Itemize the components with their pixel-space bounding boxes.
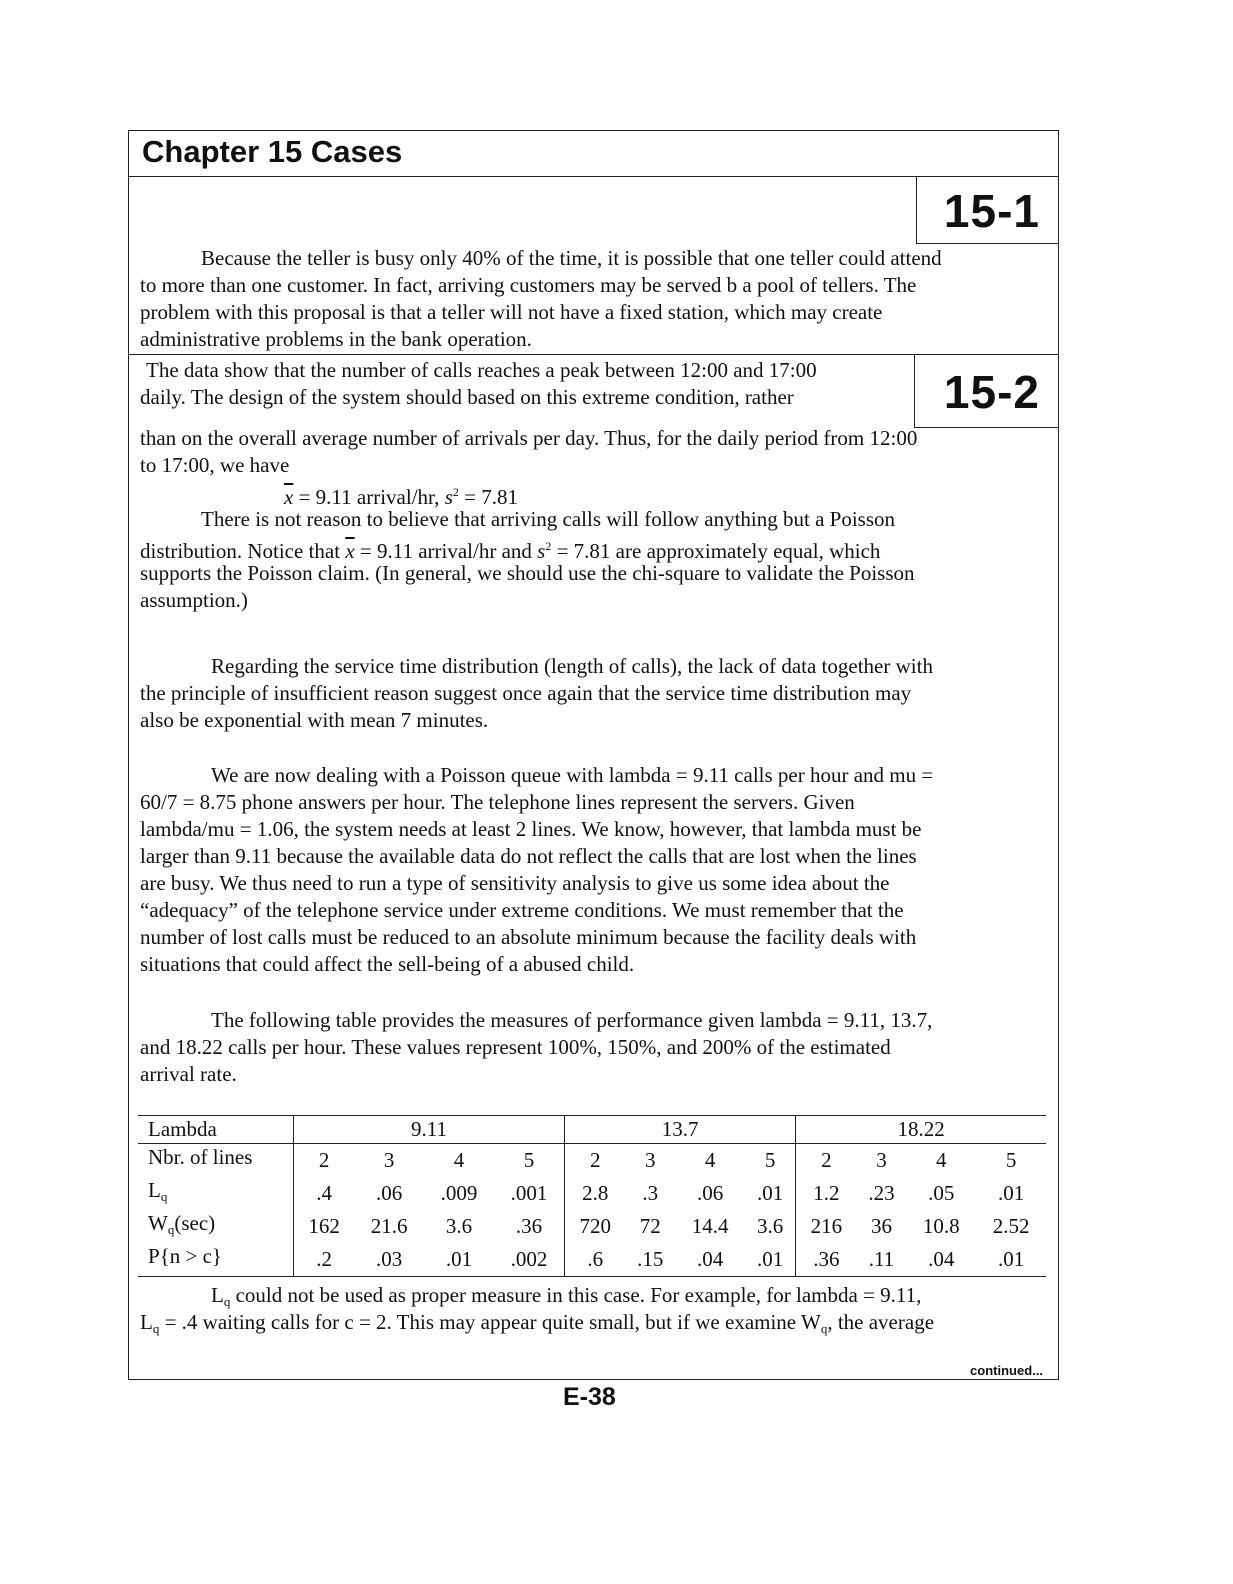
paragraph-service-time xyxy=(140,653,933,734)
formula xyxy=(140,479,917,509)
table-cell: 2.8 xyxy=(565,1177,626,1210)
table-cell: .01 xyxy=(756,1181,784,1205)
label-text: Nbr. of lines xyxy=(148,1145,253,1169)
table-header-row xyxy=(138,1116,1046,1144)
table-cell: .04 xyxy=(675,1243,745,1277)
subscript: q xyxy=(152,1321,160,1336)
table-row xyxy=(138,1144,1046,1178)
text-line xyxy=(140,1309,934,1336)
text: distribution. Notice that xyxy=(140,539,346,563)
x-bar: $\overline{x}$ xyxy=(284,485,294,509)
case-15-2-intro-cont xyxy=(140,425,917,614)
text-line xyxy=(140,1282,934,1309)
text-line: problem with this proposal is that a teller will not have a fixed station, which may create xyxy=(140,300,883,324)
table-cell: 5 xyxy=(1005,1148,1017,1172)
table-row xyxy=(138,1243,1046,1277)
formula-text: = 7.81 xyxy=(458,485,518,509)
table-cell: 10.8 xyxy=(922,1214,960,1238)
text-line: to 17:00, we have xyxy=(140,453,290,477)
table-cell: 72 xyxy=(639,1214,661,1238)
table-cell: .002 xyxy=(494,1243,565,1277)
text-line: daily. The design of the system should based on this extreme condition, rather xyxy=(140,385,794,409)
text-line: We are now dealing with a Poisson queue with lambda = 9.11 calls per hour and mu = xyxy=(211,763,934,787)
table-cell: .01 xyxy=(997,1181,1025,1205)
table-cell: .01 xyxy=(424,1243,494,1277)
text-line: supports the Poisson claim. (In general, we should use the chi-square to validate the Poisson xyxy=(140,561,915,585)
subscript: q xyxy=(167,1222,175,1237)
case-15-2-intro xyxy=(140,357,817,411)
table-cell: .001 xyxy=(510,1181,548,1205)
text-line: and 18.22 calls per hour. These values represent 100%, 150%, and 200% of the estimated xyxy=(140,1035,891,1059)
text-line: The data show that the number of calls reaches a peak between 12:00 and 17:00 xyxy=(146,358,817,382)
table-cell: .03 xyxy=(354,1243,424,1277)
paragraph-table-intro xyxy=(140,1007,932,1088)
table-cell: 5 xyxy=(764,1148,776,1172)
table-cell: .36 xyxy=(515,1214,543,1238)
paragraph-lq xyxy=(140,1282,934,1336)
text-line: to more than one customer. In fact, arriving customers may be served b a pool of tellers. The xyxy=(140,273,917,297)
s-var: s xyxy=(537,539,546,563)
table-cell: 4 xyxy=(936,1148,947,1172)
table-cell: .4 xyxy=(294,1177,355,1210)
text-line: The following table provides the measures of performance given lambda = 9.11, 13.7, xyxy=(211,1008,933,1032)
text-line: number of lost calls must be reduced to an absolute minimum because the facility deals with xyxy=(140,925,917,949)
text-line: assumption.) xyxy=(140,588,248,612)
table-cell: 2 xyxy=(796,1144,857,1178)
table-cell: 216 xyxy=(796,1210,857,1243)
table-cell: .15 xyxy=(625,1243,675,1277)
table-cell: .11 xyxy=(857,1243,907,1277)
table-cell: .01 xyxy=(745,1243,796,1277)
label-text: L xyxy=(148,1178,161,1202)
text: L xyxy=(211,1283,224,1307)
label-text: P{n > c} xyxy=(148,1244,223,1268)
table-cell: 4 xyxy=(453,1148,465,1172)
subscript: q xyxy=(160,1189,168,1204)
table-cell: .23 xyxy=(868,1181,895,1205)
text-line: arrival rate. xyxy=(140,1062,237,1086)
performance-table xyxy=(138,1115,1046,1277)
table-cell: .04 xyxy=(906,1243,976,1277)
continued-note: continued... xyxy=(970,1363,1043,1378)
table-cell: 36 xyxy=(870,1214,892,1238)
table-cell: 1.2 xyxy=(796,1177,857,1210)
subscript: q xyxy=(820,1321,828,1336)
superscript: 2 xyxy=(545,539,552,553)
case-label-15-1: 15-1 xyxy=(916,176,1059,244)
x-bar: $\overline{x}$ xyxy=(345,539,355,563)
text-line: Because the teller is busy only 40% of the time, it is possible that one teller could attend xyxy=(201,246,942,270)
text-line: lambda/mu = 1.06, the system needs at least 2 lines. We know, however, that lambda must be xyxy=(140,817,922,841)
text: L xyxy=(140,1310,153,1334)
table-cell: .2 xyxy=(294,1243,355,1277)
row-label xyxy=(138,1177,294,1210)
s-var: s xyxy=(444,485,453,509)
row-label xyxy=(138,1243,294,1277)
table-row xyxy=(138,1177,1046,1210)
table-cell: 3.6 xyxy=(756,1214,784,1238)
label-suffix: (sec) xyxy=(174,1211,216,1235)
text-line: situations that could affect the sell-being of a abused child. xyxy=(140,952,635,976)
paragraph-poisson-queue xyxy=(140,762,933,978)
text-line: than on the overall average number of arrivals per day. Thus, for the daily period from 12:00 xyxy=(140,426,918,450)
table-cell: .36 xyxy=(796,1243,857,1277)
text-line: also be exponential with mean 7 minutes. xyxy=(140,708,489,732)
table-cell: .05 xyxy=(928,1181,955,1205)
table-cell: 5 xyxy=(523,1148,535,1172)
table-cell: 3 xyxy=(876,1148,887,1172)
table-cell: 14.4 xyxy=(691,1214,729,1238)
text-line: “adequacy” of the telephone service under extreme conditions. We must remember that the xyxy=(140,898,904,922)
table-cell: 3 xyxy=(383,1148,395,1172)
case-15-1-text xyxy=(140,245,942,353)
text-line: Regarding the service time distribution (length of calls), the lack of data together with xyxy=(211,654,933,678)
table-row xyxy=(138,1210,1046,1243)
table-cell: 720 xyxy=(565,1210,626,1243)
text: = 9.11 arrival/hr and xyxy=(354,539,538,563)
text-line: 60/7 = 8.75 phone answers per hour. The telephone lines represent the servers. Given xyxy=(140,790,855,814)
table-cell: 3 xyxy=(645,1148,656,1172)
table-cell: .01 xyxy=(976,1243,1046,1277)
header-cell: Lambda xyxy=(138,1116,294,1144)
row-label xyxy=(138,1144,294,1178)
table-cell: 3.6 xyxy=(445,1214,473,1238)
text-line: There is not reason to believe that arriving calls will follow anything but a Poisson xyxy=(201,507,896,531)
formula-text: = 9.11 arrival/hr, xyxy=(293,485,445,509)
text: = .4 waiting calls for c = 2. This may appear quite small, but if we examine W xyxy=(159,1310,821,1334)
table-cell: 2.52 xyxy=(992,1214,1030,1238)
label-text: W xyxy=(148,1211,168,1235)
text-line: administrative problems in the bank operation. xyxy=(140,327,532,351)
text-line: the principle of insufficient reason suggest once again that the service time distribution may xyxy=(140,681,912,705)
table-cell: .06 xyxy=(376,1181,403,1205)
table-cell: 4 xyxy=(704,1148,716,1172)
header-cell: 9.11 xyxy=(294,1116,565,1144)
text-line: are busy. We thus need to run a type of sensitivity analysis to give us some idea about the xyxy=(140,871,890,895)
superscript: 2 xyxy=(452,485,459,499)
text: , the average xyxy=(827,1310,935,1334)
text-line xyxy=(140,533,917,563)
table-cell: 2 xyxy=(294,1144,355,1178)
text: = 7.81 are approximately equal, which xyxy=(551,539,881,563)
text-line: larger than 9.11 because the available data do not reflect the calls that are lost when the lines xyxy=(140,844,917,868)
page-number: E-38 xyxy=(563,1383,616,1411)
table-cell: .6 xyxy=(565,1243,626,1277)
table-cell: 21.6 xyxy=(370,1214,408,1238)
subscript: q xyxy=(223,1294,231,1309)
table-cell: .3 xyxy=(642,1181,659,1205)
chapter-title: Chapter 15 Cases xyxy=(142,134,403,169)
text: could not be used as proper measure in this case. For example, for lambda = 9.11, xyxy=(230,1283,922,1307)
table-cell: 2 xyxy=(565,1144,626,1178)
table-cell: .06 xyxy=(696,1181,724,1205)
case-label-15-2: 15-2 xyxy=(914,354,1059,428)
header-cell: 13.7 xyxy=(565,1116,796,1144)
table-cell: 162 xyxy=(294,1210,355,1243)
table-cell: .009 xyxy=(440,1181,478,1205)
row-label xyxy=(138,1210,294,1243)
header-cell: 18.22 xyxy=(796,1116,1046,1144)
